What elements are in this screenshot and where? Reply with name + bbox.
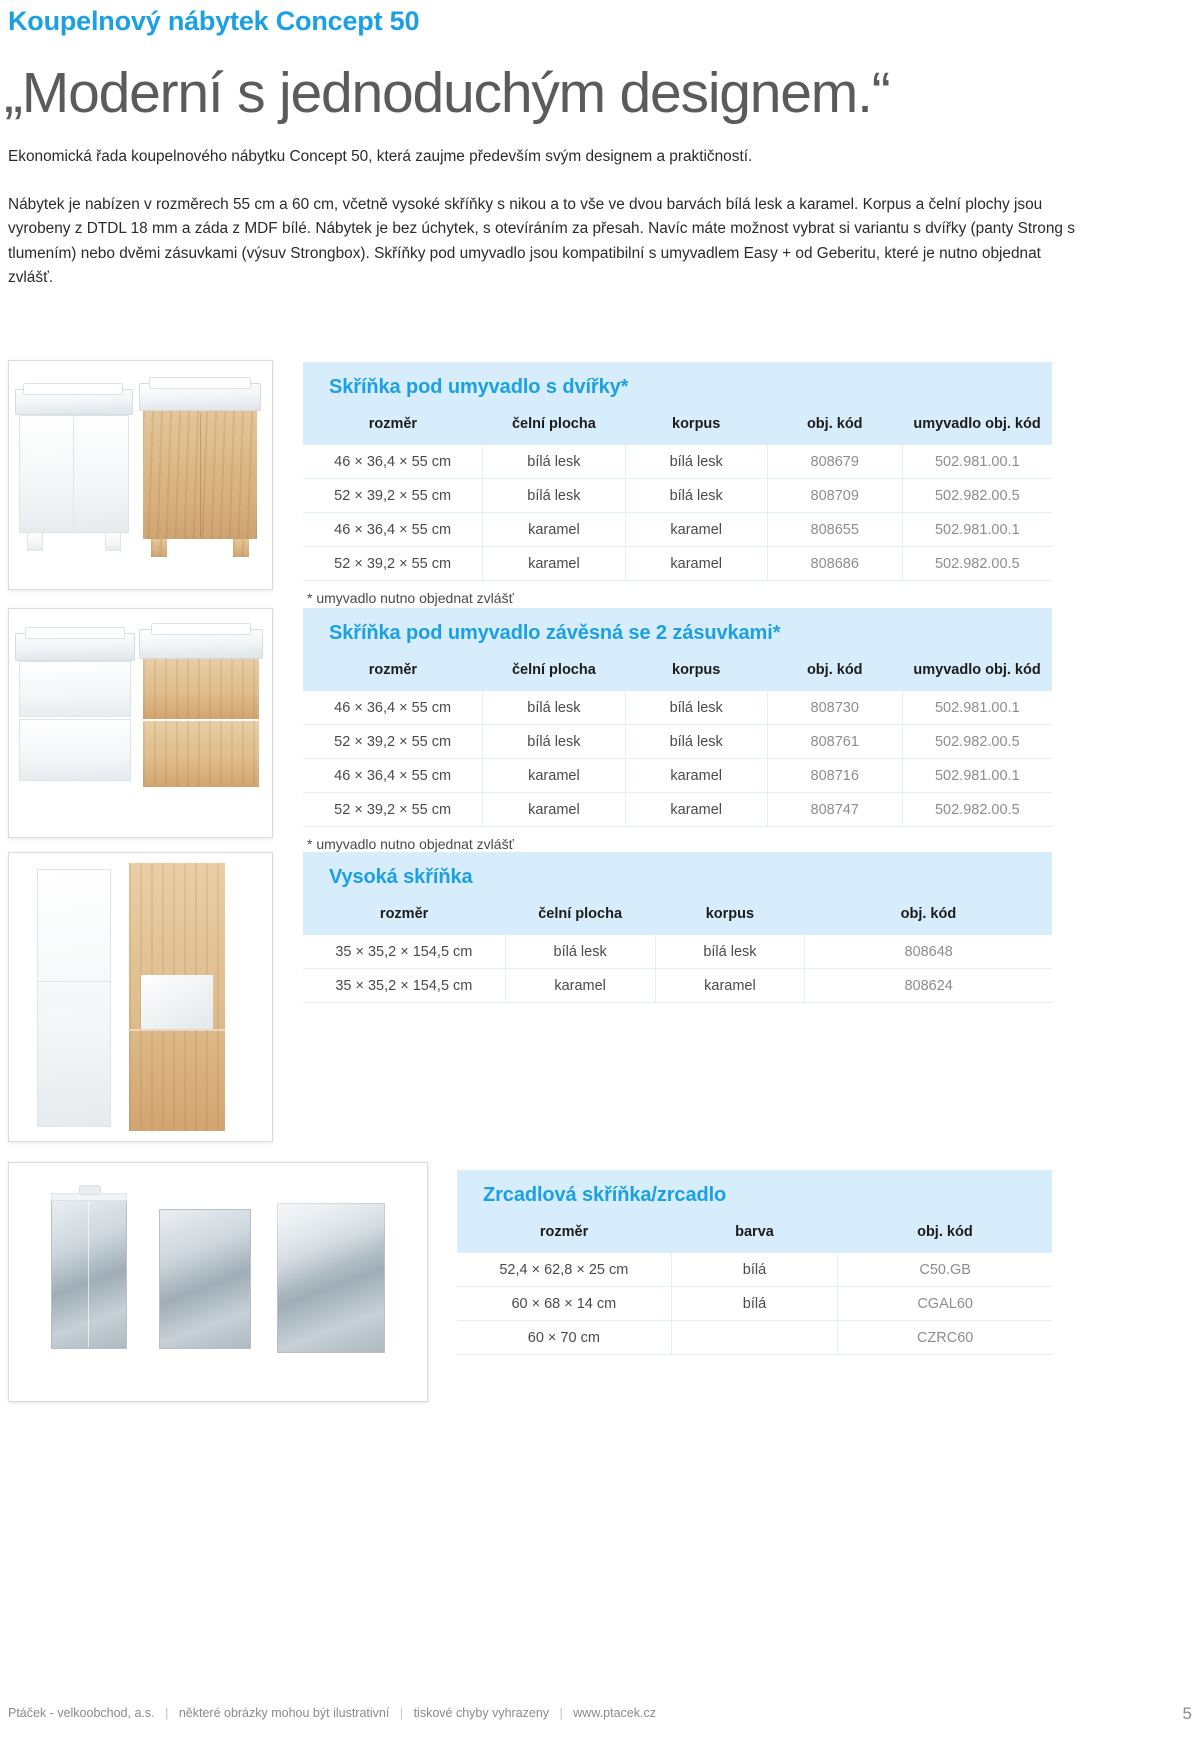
table-row bbox=[303, 759, 1052, 793]
col-obj-kod: obj. kód bbox=[838, 1218, 1052, 1253]
cell-barva bbox=[671, 1321, 838, 1355]
table-header-row bbox=[303, 900, 1052, 935]
table-row bbox=[303, 513, 1052, 547]
col-rozmer: rozměr bbox=[303, 656, 483, 691]
cell-korpus: bílá lesk bbox=[625, 725, 767, 759]
cell-celni: bílá lesk bbox=[505, 935, 655, 969]
page-number: 5 bbox=[1182, 1704, 1192, 1723]
cell-celni: bílá lesk bbox=[483, 691, 625, 725]
cell-celni: karamel bbox=[483, 759, 625, 793]
cell-kod: 808761 bbox=[767, 725, 902, 759]
footer-note-misprints: tiskové chyby vyhrazeny bbox=[413, 1706, 550, 1720]
spec-table bbox=[303, 656, 1052, 827]
cell-umyvadlo-kod: 502.981.00.1 bbox=[902, 513, 1052, 547]
col-rozmer: rozměr bbox=[303, 410, 483, 445]
footer-separator: | bbox=[399, 1706, 404, 1720]
spec-table bbox=[303, 410, 1052, 581]
cell-rozmer: 52 × 39,2 × 55 cm bbox=[303, 547, 483, 581]
table-row bbox=[303, 969, 1052, 1003]
intro-lead: Ekonomická řada koupelnového nábytku Concept 50, která zaujme především svým designem a praktičností. bbox=[8, 148, 753, 165]
table-header-row bbox=[303, 656, 1052, 691]
cell-rozmer: 35 × 35,2 × 154,5 cm bbox=[303, 969, 505, 1003]
cell-kod: 808747 bbox=[767, 793, 902, 827]
col-celni-plocha: čelní plocha bbox=[483, 410, 625, 445]
table-title: Vysoká skříňka bbox=[303, 852, 1052, 900]
cell-rozmer: 60 × 68 × 14 cm bbox=[457, 1287, 671, 1321]
table-row bbox=[303, 793, 1052, 827]
table-row bbox=[303, 725, 1052, 759]
col-korpus: korpus bbox=[625, 410, 767, 445]
cell-kod: 808686 bbox=[767, 547, 902, 581]
table-row bbox=[303, 691, 1052, 725]
cell-barva: bílá bbox=[671, 1253, 838, 1287]
cell-rozmer: 46 × 36,4 × 55 cm bbox=[303, 513, 483, 547]
cell-umyvadlo-kod: 502.981.00.1 bbox=[902, 691, 1052, 725]
product-table-mirror-cabinet bbox=[457, 1170, 1052, 1355]
col-rozmer: rozměr bbox=[303, 900, 505, 935]
cell-korpus: karamel bbox=[625, 547, 767, 581]
cell-umyvadlo-kod: 502.981.00.1 bbox=[902, 759, 1052, 793]
cell-kod: 808679 bbox=[767, 445, 902, 479]
cell-rozmer: 46 × 36,4 × 55 cm bbox=[303, 759, 483, 793]
footer-website[interactable]: www.ptacek.cz bbox=[573, 1706, 656, 1720]
page-kicker: Koupelnový nábytek Concept 50 bbox=[8, 6, 420, 36]
table-row bbox=[303, 479, 1052, 513]
table-row bbox=[457, 1253, 1052, 1287]
product-table-tall-cabinet bbox=[303, 852, 1052, 1003]
table-title: Skříňka pod umyvadlo s dvířky* bbox=[303, 362, 1052, 410]
table-title: Zrcadlová skříňka/zrcadlo bbox=[457, 1170, 1052, 1218]
cell-celni: karamel bbox=[483, 513, 625, 547]
cell-korpus: bílá lesk bbox=[625, 445, 767, 479]
page-headline: „Moderní s jednoduchým designem.“ bbox=[4, 61, 890, 125]
cell-celni: karamel bbox=[483, 547, 625, 581]
cell-celni: karamel bbox=[483, 793, 625, 827]
col-celni-plocha: čelní plocha bbox=[483, 656, 625, 691]
table-header-row bbox=[457, 1218, 1052, 1253]
col-umyvadlo-obj-kod: umyvadlo obj. kód bbox=[902, 410, 1052, 445]
col-korpus: korpus bbox=[625, 656, 767, 691]
cell-celni: bílá lesk bbox=[483, 725, 625, 759]
cell-umyvadlo-kod: 502.982.00.5 bbox=[902, 725, 1052, 759]
table-row bbox=[303, 547, 1052, 581]
table-footnote: * umyvadlo nutno objednat zvlášť bbox=[307, 590, 514, 606]
cell-korpus: karamel bbox=[625, 793, 767, 827]
col-obj-kod: obj. kód bbox=[767, 410, 902, 445]
col-obj-kod: obj. kód bbox=[805, 900, 1052, 935]
cell-rozmer: 46 × 36,4 × 55 cm bbox=[303, 691, 483, 725]
cell-umyvadlo-kod: 502.981.00.1 bbox=[902, 445, 1052, 479]
spec-table bbox=[303, 900, 1052, 1003]
cell-kod: 808655 bbox=[767, 513, 902, 547]
intro-body: Nábytek je nabízen v rozměrech 55 cm a 60 cm, včetně vysoké skříňky s nikou a to vše ve dvou barvách bílá lesk a karamel. Korpus a čelní plochy jsou vyrobeny z DTDL 18 mm a záda z MDF bílé. Nábytek je bez úchytek, s otevíráním za přesah. Navíc máte možnost vybrat si variantu s dvířky (panty Strong s tlumením) nebo dvěmi zásuvkami (výsuv Strongbox). Skříňky pod umyvadlo jsou kompatibilní s umyvadlem Easy + od Geberitu, které je nutno objednat zvlášť. bbox=[8, 195, 1075, 286]
cell-korpus: bílá lesk bbox=[625, 691, 767, 725]
cell-korpus: karamel bbox=[625, 759, 767, 793]
col-obj-kod: obj. kód bbox=[767, 656, 902, 691]
product-photo-vanity-doors bbox=[8, 360, 273, 590]
cell-korpus: bílá lesk bbox=[655, 935, 805, 969]
cell-celni: bílá lesk bbox=[483, 445, 625, 479]
table-row bbox=[303, 445, 1052, 479]
cell-rozmer: 52 × 39,2 × 55 cm bbox=[303, 793, 483, 827]
cell-kod: C50.GB bbox=[838, 1253, 1052, 1287]
col-celni-plocha: čelní plocha bbox=[505, 900, 655, 935]
cell-rozmer: 35 × 35,2 × 154,5 cm bbox=[303, 935, 505, 969]
intro-text bbox=[8, 145, 1078, 291]
cell-umyvadlo-kod: 502.982.00.5 bbox=[902, 479, 1052, 513]
product-photo-vanity-drawers bbox=[8, 608, 273, 838]
footer-company: Ptáček - velkoobchod, a.s. bbox=[8, 1706, 155, 1720]
cell-kod: CZRC60 bbox=[838, 1321, 1052, 1355]
product-photo-mirror-cabinet bbox=[8, 1162, 428, 1402]
cell-korpus: karamel bbox=[655, 969, 805, 1003]
page-footer bbox=[8, 1706, 1192, 1720]
table-footnote: * umyvadlo nutno objednat zvlášť bbox=[307, 836, 514, 852]
product-photo-tall-cabinet bbox=[8, 852, 273, 1142]
cell-kod: 808730 bbox=[767, 691, 902, 725]
cell-rozmer: 60 × 70 cm bbox=[457, 1321, 671, 1355]
cell-kod: 808624 bbox=[805, 969, 1052, 1003]
cell-rozmer: 52 × 39,2 × 55 cm bbox=[303, 725, 483, 759]
footer-note-illustrative: některé obrázky mohou být ilustrativní bbox=[178, 1706, 390, 1720]
cell-kod: 808716 bbox=[767, 759, 902, 793]
footer-separator: | bbox=[165, 1706, 169, 1720]
cell-kod: 808648 bbox=[805, 935, 1052, 969]
cell-barva: bílá bbox=[671, 1287, 838, 1321]
table-title: Skříňka pod umyvadlo závěsná se 2 zásuvkami* bbox=[303, 608, 1052, 656]
table-header-row bbox=[303, 410, 1052, 445]
cell-umyvadlo-kod: 502.982.00.5 bbox=[902, 547, 1052, 581]
spec-table bbox=[457, 1218, 1052, 1355]
cell-korpus: bílá lesk bbox=[625, 479, 767, 513]
product-table-vanity-drawers bbox=[303, 608, 1052, 852]
cell-rozmer: 52,4 × 62,8 × 25 cm bbox=[457, 1253, 671, 1287]
col-rozmer: rozměr bbox=[457, 1218, 671, 1253]
cell-korpus: karamel bbox=[625, 513, 767, 547]
table-row bbox=[303, 935, 1052, 969]
cell-celni: karamel bbox=[505, 969, 655, 1003]
cell-rozmer: 52 × 39,2 × 55 cm bbox=[303, 479, 483, 513]
col-barva: barva bbox=[671, 1218, 838, 1253]
table-row bbox=[457, 1287, 1052, 1321]
cell-kod: 808709 bbox=[767, 479, 902, 513]
cell-celni: bílá lesk bbox=[483, 479, 625, 513]
cell-rozmer: 46 × 36,4 × 55 cm bbox=[303, 445, 483, 479]
cell-umyvadlo-kod: 502.982.00.5 bbox=[902, 793, 1052, 827]
footer-separator: | bbox=[559, 1706, 563, 1720]
product-table-vanity-doors bbox=[303, 362, 1052, 606]
cell-kod: CGAL60 bbox=[838, 1287, 1052, 1321]
col-umyvadlo-obj-kod: umyvadlo obj. kód bbox=[902, 656, 1052, 691]
col-korpus: korpus bbox=[655, 900, 805, 935]
table-row bbox=[457, 1321, 1052, 1355]
